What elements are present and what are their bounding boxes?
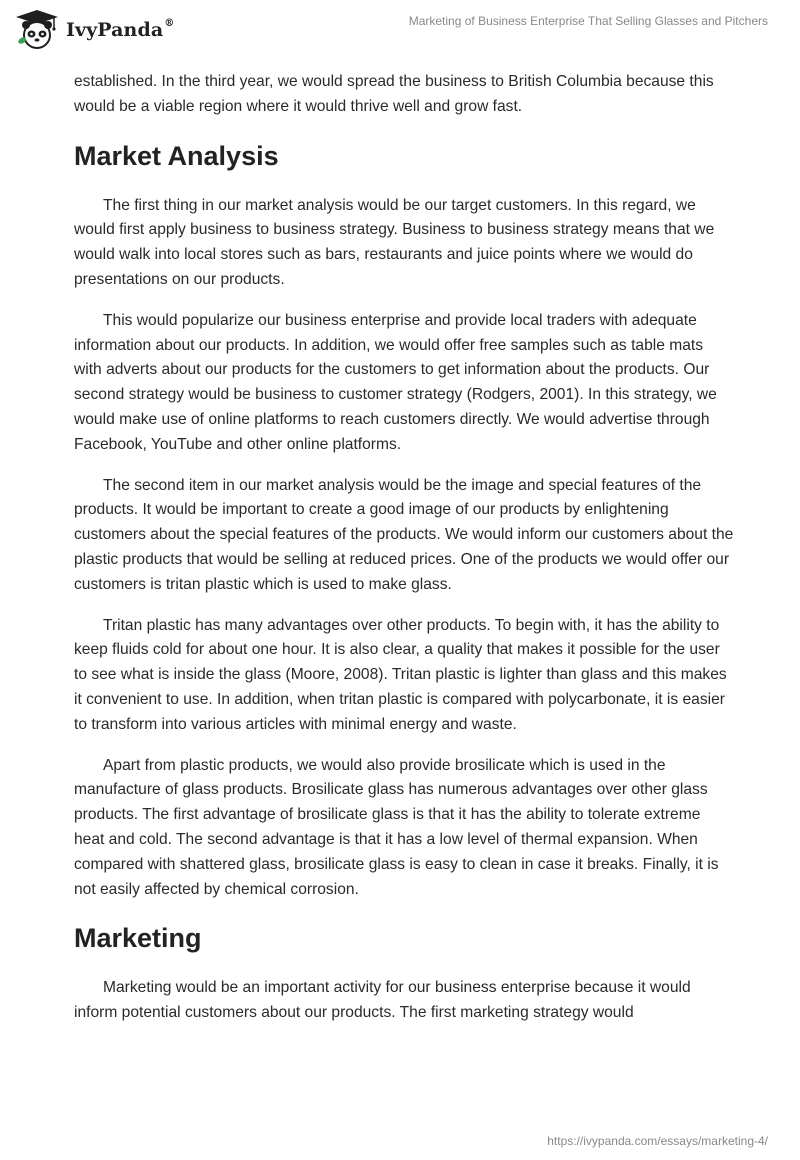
essay-content	[74, 70, 734, 1042]
registered-mark: ®	[164, 17, 175, 29]
paragraph: Tritan plastic has many advantages over other products. To begin with, it has the ability to keep fluids cold for about one hour. It is also clear, a quality that makes it possible for the user to see what is inside the glass (Moore, 2008). Tritan plastic is lighter than glass and this makes it convenient to use. In addition, when tritan plastic is compared with polycarbonate, it is easier to transform into various articles with minimal energy and waste.	[74, 616, 727, 733]
source-url-link[interactable]: https://ivypanda.com/essays/marketing-4/	[547, 1134, 768, 1148]
paragraph: This would popularize our business enterprise and provide local traders with adequate information about our products. In addition, we would offer free samples such as table mats with adverts about our products for the customers to get information about the products. Our second strategy would be business to customer strategy (Rodgers, 2001). In this strategy, we would make use of online platforms to reach customers directly. We would advertise through Facebook, YouTube and other online platforms.	[74, 311, 717, 453]
paragraph: The first thing in our market analysis would be our target customers. In this regard, we would first apply business to business strategy. Business to business strategy means that we would walk into local stores such as bars, restaurants and juice points where we would do presentations on our products.	[74, 196, 715, 288]
intro-paragraph: established. In the third year, we would spread the business to British Columbia because this would be a viable region where it would thrive well and grow fast.	[74, 73, 714, 115]
heading-market-analysis: Market Analysis	[74, 140, 279, 171]
document-title: Marketing of Business Enterprise That Selling Glasses and Pitchers	[408, 14, 768, 28]
heading-marketing: Marketing	[74, 923, 202, 954]
panda-graduate-icon	[14, 8, 60, 50]
paragraph: The second item in our market analysis would be the image and special features of the products. It would be important to create a good image of our products by enlightening customers about the special features of the products. We would inform our customers about the plastic products that would be selling at reduced prices. One of the products we would offer our customers is tritan plastic which is used to make glass.	[74, 476, 734, 593]
page-header	[0, 0, 800, 60]
paragraph: Marketing would be an important activity for our business enterprise because it would inform potential customers about our products. The first marketing strategy would	[74, 979, 691, 1022]
brand-name: IvyPanda®	[66, 17, 175, 41]
paragraph: Apart from plastic products, we would also provide brosilicate which is used in the manufacture of glass products. Brosilicate glass has numerous advantages over other glass products. The first advantage of brosilicate glass is that it has the ability to tolerate extreme heat and cold. The second advantage is that it has a low level of thermal expansion. When compared with shattered glass, brosilicate glass is easy to clean in case it breaks. Finally, it is not easily affected by chemical corrosion.	[74, 756, 719, 898]
brand-logo[interactable]	[14, 8, 174, 50]
